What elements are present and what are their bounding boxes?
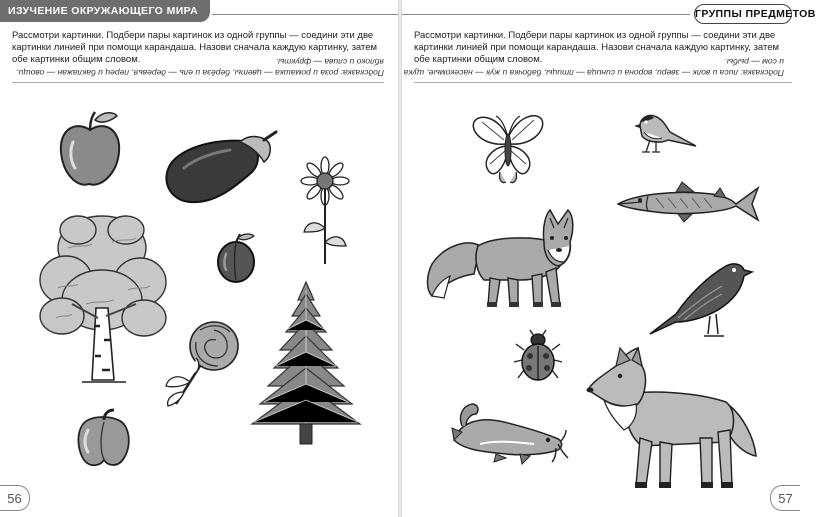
left-header-title: ИЗУЧЕНИЕ ОКРУЖАЮЩЕГО МИРА xyxy=(8,5,199,17)
left-hint-line-1: Подсказка: роза и ромашка — цветы, берёза и ель — деревья, перец и баклажан — овощи, xyxy=(16,68,384,78)
fox-icon xyxy=(424,206,592,312)
chamomile-icon xyxy=(292,158,358,268)
pike-icon xyxy=(616,178,762,228)
beetle-icon xyxy=(514,330,562,382)
right-page-number-badge xyxy=(770,485,800,511)
rose-icon xyxy=(160,316,246,408)
right-header-rule xyxy=(402,14,690,15)
left-page-number: 56 xyxy=(7,491,22,506)
catfish-icon xyxy=(450,400,568,466)
left-hint-line-2: яблоко и слива — фрукты. xyxy=(275,57,384,67)
right-header-tab xyxy=(694,4,816,24)
right-hint-rule xyxy=(414,82,792,83)
right-instructions: Рассмотри картинки. Подбери пары картинок из одной группы — соедини эти две картинки линией при помощи карандаша. Назови сначала каждую картинку, затем обе картинки общим словом. xyxy=(414,30,780,65)
butterfly-icon xyxy=(470,108,546,186)
spruce-icon xyxy=(246,280,366,450)
left-header-tab xyxy=(0,0,210,22)
wolf-icon xyxy=(586,346,758,494)
left-page-number-badge xyxy=(0,485,30,511)
right-page xyxy=(402,0,816,517)
right-header-title: ГРУППЫ ПРЕДМЕТОВ xyxy=(695,8,816,20)
apple-icon xyxy=(55,108,125,190)
pepper-icon xyxy=(74,408,132,470)
right-hint-line-1: Подсказка: лиса и волк — звери, ворона и синица — птицы, бабочка и жук — насекомые, щука xyxy=(403,68,784,78)
eggplant-icon xyxy=(160,128,280,210)
birch-icon xyxy=(38,208,168,386)
crow-icon xyxy=(648,256,752,338)
left-hint-rule xyxy=(12,82,384,83)
titmouse-icon xyxy=(626,108,698,156)
left-page xyxy=(0,0,398,517)
left-header-rule xyxy=(212,14,398,15)
right-hint-line-2: и сом — рыбы. xyxy=(724,57,784,67)
left-instructions: Рассмотри картинки. Подбери пары картинок из одной группы — соедини эти две картинки линией при помощи карандаша. Назови сначала каждую картинку, затем обе картинки общим словом. xyxy=(12,30,378,65)
right-page-number: 57 xyxy=(778,491,793,506)
plum-icon xyxy=(214,232,258,284)
